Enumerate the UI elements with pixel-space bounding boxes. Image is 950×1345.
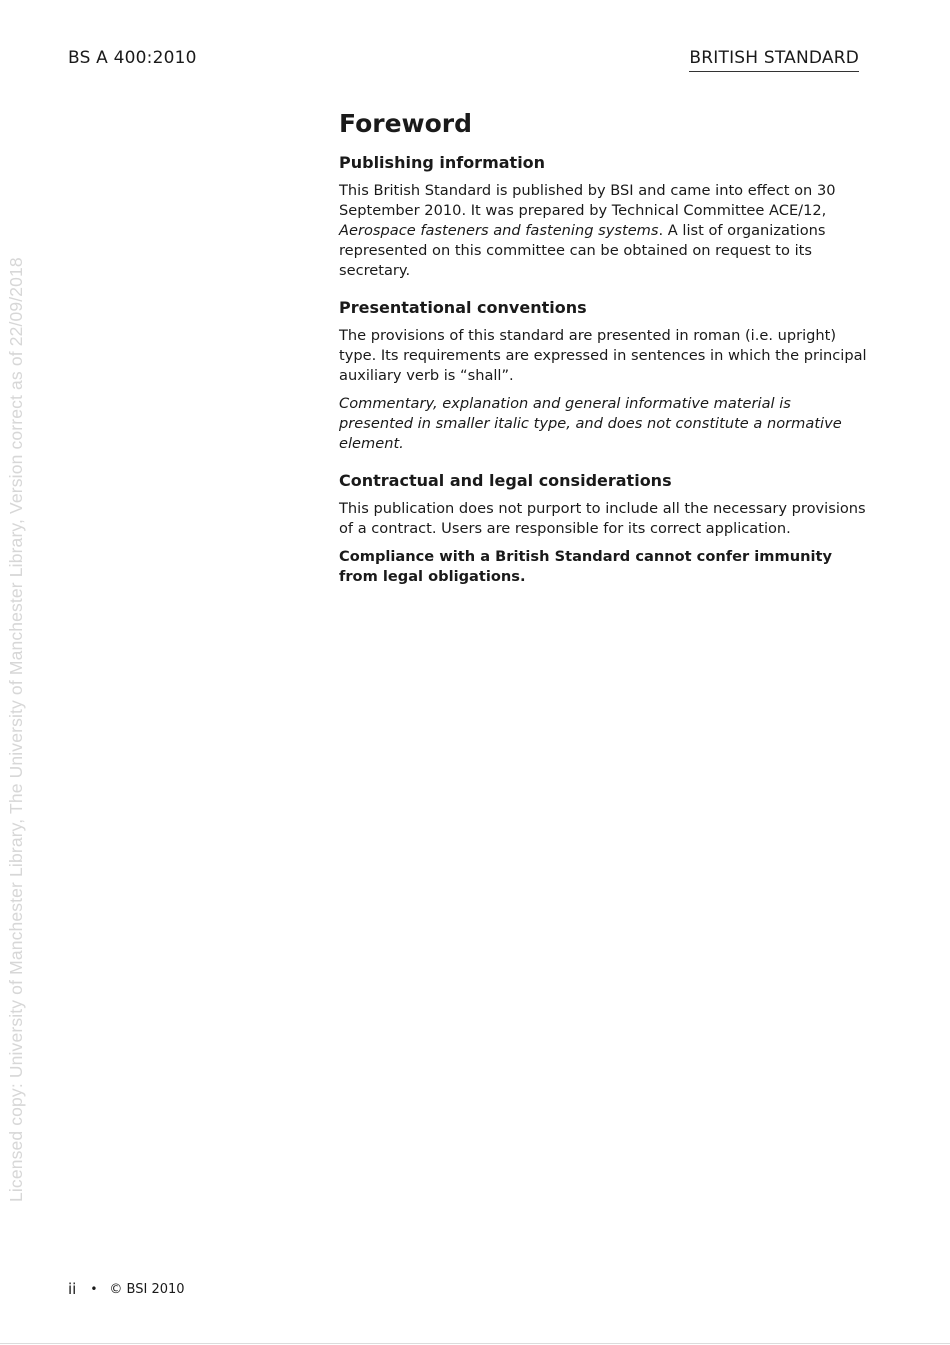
foreword-title: Foreword <box>339 109 473 138</box>
page-footer <box>68 1280 185 1298</box>
footer-bullet: • <box>90 1282 98 1296</box>
contractual-legal-text: This publication does not purport to include all the necessary provisions of a contract. Users are responsible for its correct application. <box>339 500 866 537</box>
document-id: BS A 400:2010 <box>68 48 197 68</box>
license-watermark: Licensed copy: University of Manchester Library, The University of Manchester Library, Version correct as of 22/09/2018 <box>6 257 26 1202</box>
page-number: ii <box>68 1280 77 1298</box>
publishing-text-part1: This British Standard is published by BSI and came into effect on 30 September 2010. It was prepared by Technical Committee ACE/12, <box>339 182 836 219</box>
foreword-section <box>339 108 869 595</box>
commentary-note: Commentary, explanation and general informative material is presented in smaller italic type, and does not constitute a normative element. <box>339 395 842 452</box>
publishing-text-part2: . A list of organizations represented on this committee can be obtained on request to its secretary. <box>339 222 826 279</box>
publishing-information-text <box>339 181 869 281</box>
copyright-notice: © BSI 2010 <box>109 1281 185 1297</box>
contractual-legal-heading: Contractual and legal considerations <box>339 471 672 490</box>
publishing-information-heading: Publishing information <box>339 153 546 172</box>
page-bottom-divider <box>0 1343 950 1344</box>
presentational-conventions-heading: Presentational conventions <box>339 298 587 317</box>
compliance-statement: Compliance with a British Standard cannot confer immunity from legal obligations. <box>339 548 832 585</box>
document-type-label: BRITISH STANDARD <box>689 48 859 72</box>
committee-name: Aerospace fasteners and fastening systems <box>339 222 659 239</box>
presentational-conventions-text: The provisions of this standard are presented in roman (i.e. upright) type. Its requirements are expressed in sentences in which the principal auxiliary verb is “shall”. <box>339 327 867 384</box>
